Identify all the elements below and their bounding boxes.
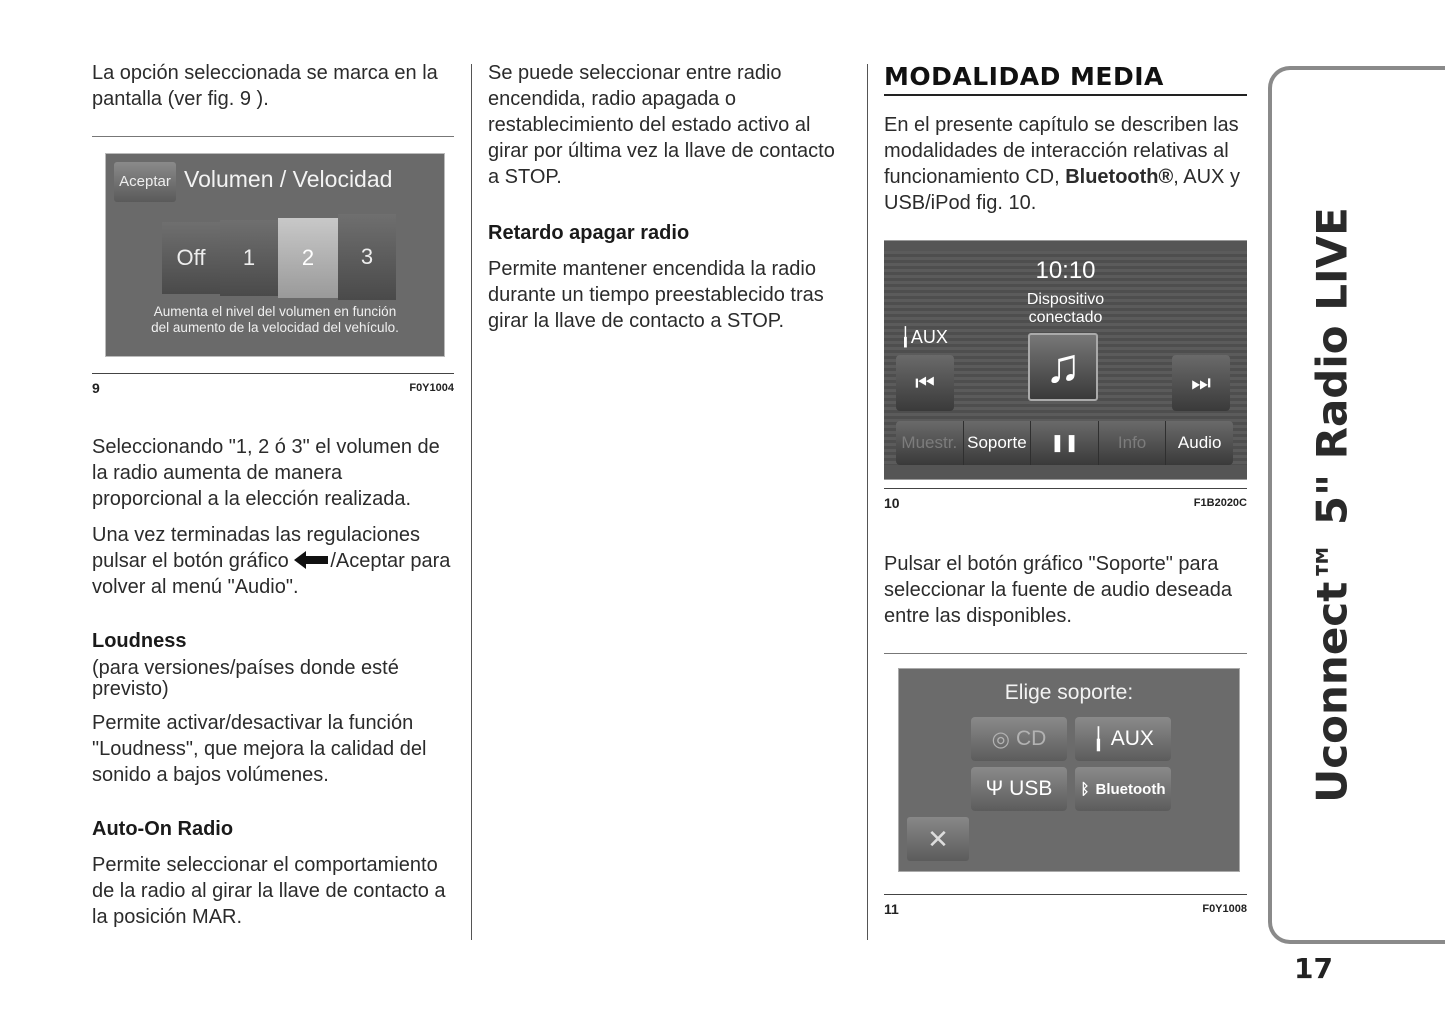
paragraph: Seleccionando "1, 2 ó 3" el volumen de la radio aumenta de manera proporcional a la elección realizada.	[92, 436, 440, 510]
figure-caption	[92, 373, 454, 396]
column-right	[884, 60, 1247, 917]
source-bluetooth-button[interactable]	[1075, 767, 1171, 811]
source-usb-button[interactable]	[971, 767, 1067, 811]
column-middle	[488, 60, 850, 334]
paragraph-text: En el presente capítulo se describen las modalidades de interacción relativas al funcionamiento CD,	[884, 114, 1239, 188]
source-label: AUX	[1110, 727, 1154, 750]
divider	[884, 653, 1247, 654]
info-button[interactable]: Info	[1099, 421, 1167, 465]
music-note-icon: ♫	[1028, 333, 1098, 401]
skip-back-icon: ⏮	[915, 370, 935, 395]
column-divider	[471, 64, 472, 940]
skip-forward-icon: ⏭	[1191, 370, 1211, 395]
description-line: Aumenta el nivel del volumen en función	[153, 304, 397, 319]
figure-code: F1B2020C	[1193, 497, 1247, 509]
volume-option-1[interactable]: 1	[220, 220, 279, 296]
aux-plug-icon: ╽	[1092, 727, 1105, 751]
close-button[interactable]: ✕	[907, 817, 969, 861]
column-left	[92, 60, 454, 930]
usb-icon: Ψ	[985, 777, 1004, 800]
paragraph: Permite mantener encendida la radio durante un tiempo preestablecido tras girar la llave de contacto a STOP.	[488, 258, 824, 332]
figure-9-volume-speed-screen	[105, 153, 445, 357]
paragraph-text: , AUX y USB/iPod fig. 10.	[884, 166, 1240, 214]
retardo-heading: Retardo apagar radio	[488, 222, 690, 244]
pause-button[interactable]: ❚❚	[1031, 421, 1099, 465]
clock: 10:10	[1035, 257, 1096, 284]
source-label: USB	[1009, 777, 1053, 800]
next-track-button[interactable]	[1172, 355, 1230, 411]
bluetooth-icon: ᛒ	[1080, 780, 1090, 798]
bold-text: Bluetooth®	[1065, 166, 1174, 188]
section-title: MODALIDAD MEDIA	[884, 62, 1247, 96]
figure-caption	[884, 894, 1247, 917]
intro-paragraph	[884, 112, 1247, 216]
figure-number: 10	[884, 495, 900, 511]
figure-code: F0Y1008	[1202, 903, 1247, 915]
screen-description	[106, 304, 444, 336]
paragraph-text: /Aceptar para volver al menú "Audio".	[92, 550, 451, 598]
screen-title: Volumen / Velocidad	[184, 166, 393, 192]
paragraph: Pulsar el botón gráfico "Soporte" para seleccionar la fuente de audio deseada entre las disponibles.	[884, 553, 1233, 627]
intro-text: La opción seleccionada se marca en la pantalla (ver fig. 9 ).	[92, 62, 438, 110]
back-arrow-icon	[294, 551, 330, 569]
aux-plug-icon: ╽	[900, 327, 911, 347]
paragraph-text: Una vez terminadas las regulaciones pulsar el botón gráfico	[92, 524, 420, 572]
auto-on-heading: Auto-On Radio	[92, 818, 234, 840]
accept-button[interactable]: Aceptar	[114, 162, 176, 202]
soporte-button[interactable]: Soporte	[964, 421, 1032, 465]
chapter-title: Uconnect™ 5" Radio LIVE	[1307, 207, 1357, 803]
paragraph: Se puede seleccionar entre radio encendida, radio apagada o restablecimiento del estado activo al girar por última vez la llave de contacto a STOP.	[488, 62, 835, 188]
volume-option-off[interactable]: Off	[162, 222, 221, 294]
description-line: del aumento de la velocidad del vehículo.	[151, 320, 399, 335]
aux-label: AUX	[910, 327, 948, 347]
loudness-heading: Loudness	[92, 630, 187, 652]
status-line: Dispositivo	[1026, 291, 1105, 308]
volume-option-3[interactable]: 3	[338, 214, 396, 300]
previous-track-button[interactable]	[896, 355, 954, 411]
paragraph	[92, 522, 454, 600]
figure-caption	[884, 488, 1247, 511]
source-cd-button[interactable]	[971, 717, 1067, 761]
browse-button[interactable]: Muestr.	[896, 421, 964, 465]
source-label: Bluetooth	[1095, 780, 1166, 798]
device-status	[884, 291, 1247, 327]
figure-11-source-select-screen	[898, 668, 1240, 872]
disc-icon: ◎	[991, 727, 1010, 751]
column-divider	[867, 64, 868, 940]
source-label: CD	[1015, 727, 1047, 750]
source-aux-button[interactable]	[1075, 717, 1171, 761]
page-number: 17	[1294, 952, 1333, 985]
status-line: conectado	[1028, 309, 1103, 326]
paragraph: Permite seleccionar el comportamiento de la radio al girar la llave de contacto a la posición MAR.	[92, 854, 446, 928]
figure-10-media-screen	[884, 240, 1247, 480]
aux-source-label	[900, 327, 948, 348]
chapter-tab	[1268, 66, 1445, 944]
volume-option-2[interactable]: 2	[278, 218, 339, 298]
divider	[92, 136, 454, 137]
audio-button[interactable]: Audio	[1177, 433, 1222, 452]
screen-title: Elige soporte:	[1004, 681, 1134, 704]
figure-number: 9	[92, 380, 100, 396]
loudness-note: (para versiones/países donde esté previsto)	[92, 657, 399, 700]
media-control-bar	[896, 421, 1233, 465]
figure-code: F0Y1004	[409, 382, 454, 394]
paragraph: Permite activar/desactivar la función "Loudness", que mejora la calidad del sonido a bajos volúmenes.	[92, 712, 427, 786]
figure-number: 11	[884, 901, 899, 917]
